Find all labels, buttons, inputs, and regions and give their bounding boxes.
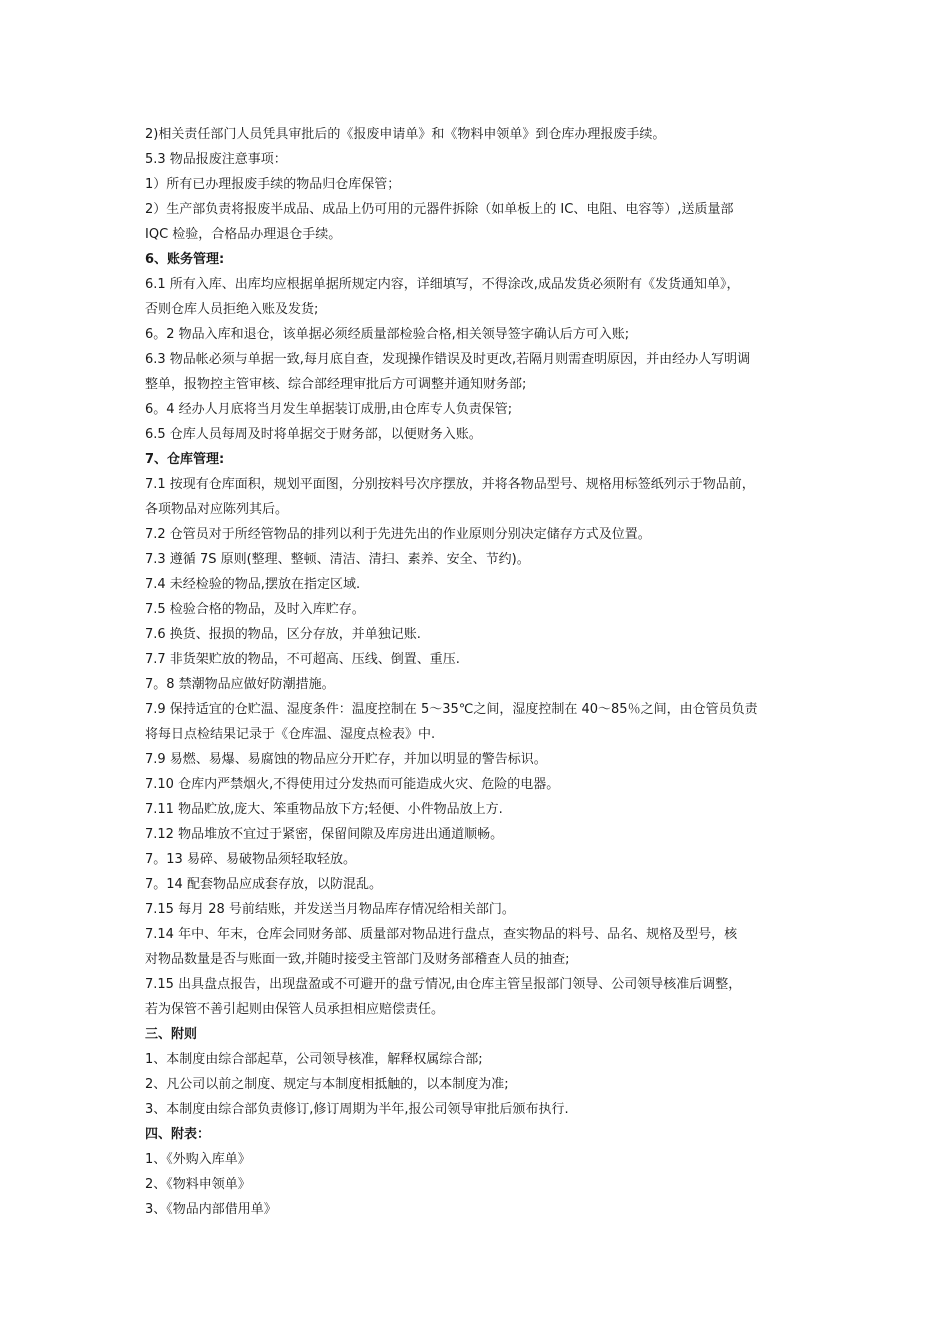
paragraph-line: 将每日点检结果记录于《仓库温、湿度点检表》中. xyxy=(145,727,436,742)
document-page xyxy=(145,122,815,1222)
paragraph-line: 2、凡公司以前之制度、规定与本制度相抵触的，以本制度为准; xyxy=(145,1077,509,1092)
paragraph-line: 5.3 物品报废注意事项： xyxy=(145,152,287,167)
paragraph-line: 6.1 所有入库、出库均应根据单据所规定内容，详细填写，不得涂改,成品发货必须附有《发货通知单》， xyxy=(145,277,740,292)
paragraph-line: 2)相关责任部门人员凭具审批后的《报废申请单》和《物料申领单》到仓库办理报废手续。 xyxy=(145,127,666,142)
paragraph-line: 7.11 物品贮放,庞大、笨重物品放下方;轻便、小件物品放上方. xyxy=(145,802,503,817)
paragraph-line: IQC 检验，合格品办理退仓手续。 xyxy=(145,227,342,242)
paragraph-line: 7.12 物品堆放不宜过于紧密，保留间隙及库房进出通道顺畅。 xyxy=(145,827,504,842)
paragraph-line: 6。4 经办人月底将当月发生单据装订成册,由仓库专人负责保管; xyxy=(145,402,513,417)
paragraph-line: 2）生产部负责将报废半成品、成品上仍可用的元器件拆除（如单板上的 IC、电阻、电容等）,送质量部 xyxy=(145,202,734,217)
section-heading: 6、账务管理: xyxy=(145,252,225,267)
paragraph-line: 1、《外购入库单》 xyxy=(145,1152,251,1167)
paragraph-line: 7.5 检验合格的物品，及时入库贮存。 xyxy=(145,602,365,617)
paragraph-line: 6.5 仓库人员每周及时将单据交于财务部，以便财务入账。 xyxy=(145,427,482,442)
paragraph-line: 7.1 按现有仓库面积，规划平面图，分别按料号次序摆放，并将各物品型号、规格用标签纸列示于物品前， xyxy=(145,477,755,492)
paragraph-line: 1、本制度由综合部起草，公司领导核准，解释权属综合部; xyxy=(145,1052,483,1067)
paragraph-line: 若为保管不善引起则由保管人员承担相应赔偿责任。 xyxy=(145,1002,445,1017)
paragraph-line: 7。13 易碎、易破物品须轻取轻放。 xyxy=(145,852,356,867)
section-heading: 三、附则 xyxy=(145,1027,198,1042)
paragraph-line: 7。8 禁潮物品应做好防潮措施。 xyxy=(145,677,335,692)
paragraph-line: 7.9 易燃、易爆、易腐蚀的物品应分开贮存，并加以明显的警告标识。 xyxy=(145,752,547,767)
paragraph-line: 7.4 未经检验的物品,摆放在指定区域. xyxy=(145,577,361,592)
paragraph-line: 3、《物品内部借用单》 xyxy=(145,1202,277,1217)
paragraph-line: 7.9 保持适宜的仓贮温、湿度条件：温度控制在 5～35℃之间，湿度控制在 40～85％之间，由仓管员负责 xyxy=(145,702,758,717)
paragraph-line: 6.3 物品帐必须与单据一致,每月底自查，发现操作错误及时更改,若隔月则需查明原因，并由经办人写明调 xyxy=(145,352,751,367)
paragraph-line: 7.15 每月 28 号前结账，并发送当月物品库存情况给相关部门。 xyxy=(145,902,515,917)
section-heading: 四、附表： xyxy=(145,1127,211,1142)
paragraph-line: 3、本制度由综合部负责修订,修订周期为半年,报公司领导审批后颁布执行. xyxy=(145,1102,569,1117)
paragraph-line: 7.3 遵循 7S 原则(整理、整顿、清洁、清扫、素养、安全、节约)。 xyxy=(145,552,530,567)
paragraph-line: 整单，报物控主管审核、综合部经理审批后方可调整并通知财务部; xyxy=(145,377,527,392)
paragraph-line: 各项物品对应陈列其后。 xyxy=(145,502,289,517)
paragraph-line: 2、《物料申领单》 xyxy=(145,1177,251,1192)
paragraph-line: 7.2 仓管员对于所经管物品的排列以利于先进先出的作业原则分别决定储存方式及位置。 xyxy=(145,527,651,542)
paragraph-line: 否则仓库人员拒绝入账及发货; xyxy=(145,302,319,317)
paragraph-line: 7.15 出具盘点报告，出现盘盈或不可避开的盘亏情况,由仓库主管呈报部门领导、公司领导核准后调整， xyxy=(145,977,742,992)
paragraph-line: 对物品数量是否与账面一致,并随时接受主管部门及财务部稽查人员的抽查; xyxy=(145,952,570,967)
paragraph-line: 7.10 仓库内严禁烟火,不得使用过分发热而可能造成火灾、危险的电器。 xyxy=(145,777,560,792)
paragraph-line: 7.7 非货架贮放的物品，不可超高、压线、倒置、重压. xyxy=(145,652,460,667)
paragraph-line: 6。2 物品入库和退仓，该单据必须经质量部检验合格,相关领导签字确认后方可入账; xyxy=(145,327,630,342)
paragraph-line: 7.6 换货、报损的物品，区分存放，并单独记账. xyxy=(145,627,421,642)
paragraph-line: 7。14 配套物品应成套存放，以防混乱。 xyxy=(145,877,382,892)
section-heading: 7、仓库管理: xyxy=(145,452,225,467)
paragraph-line: 7.14 年中、年末，仓库会同财务部、质量部对物品进行盘点，查实物品的料号、品名、规格及型号，核 xyxy=(145,927,738,942)
paragraph-line: 1）所有已办理报废手续的物品归仓库保管； xyxy=(145,177,401,192)
